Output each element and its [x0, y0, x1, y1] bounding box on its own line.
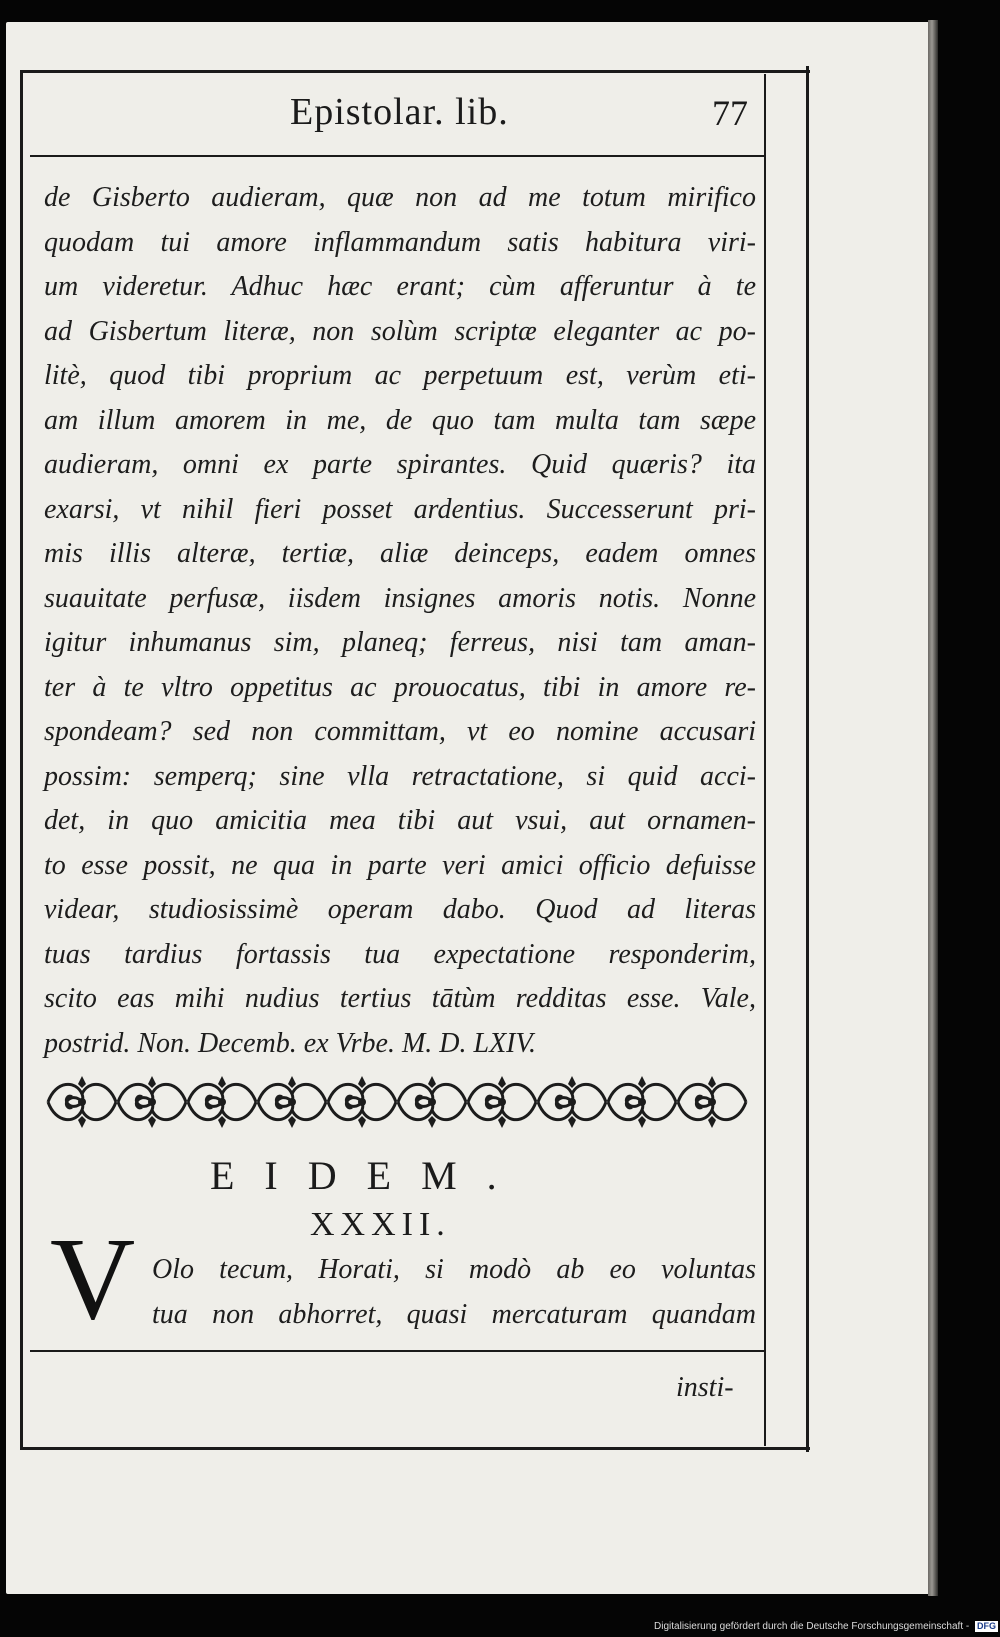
- credit-text: Digitalisierung gefördert durch die Deutsche Forschungsgemeinschaft -: [654, 1621, 970, 1632]
- text-line: Olo tecum, Horati, si modò ab eo voluntas: [152, 1254, 756, 1285]
- text-line: exarsi, vt nihil fieri posset ardentius. Successerunt pri-: [44, 493, 756, 525]
- fleuron-ornament-band: [46, 1070, 760, 1134]
- text-line: um videretur. Adhuc hæc erant; cùm afferuntur à te: [44, 271, 756, 302]
- text-line: suauitate perfusæ, iisdem insignes amoris notis. Nonne: [44, 582, 756, 614]
- letter-body: [44, 176, 756, 1066]
- running-title: Epistolar. lib.: [290, 91, 509, 133]
- text-line: mis illis alteræ, tertiæ, aliæ deinceps, eadem omnes: [44, 538, 756, 569]
- text-line: tuas tardius fortassis tua expectatione responderim,: [44, 938, 756, 970]
- frame-top-rule: [20, 70, 810, 73]
- text-line-date: postrid. Non. Decemb. ex Vrbe. M. D. LXIV.: [44, 1027, 536, 1059]
- letter-opening: [152, 1248, 756, 1337]
- text-line: audieram, omni ex parte spirantes. Quid quæris? ita: [44, 449, 756, 480]
- text-line: quodam tui amore inflammandum satis habitura viri-: [44, 226, 756, 258]
- catchword: insti-: [676, 1372, 734, 1403]
- page-edge: [928, 20, 938, 1596]
- text-line: de Gisberto audieram, quæ non ad me totum mirifico: [44, 182, 756, 213]
- page-number: 77: [712, 93, 748, 133]
- text-line: ter à te vltro oppetitus ac prouocatus, tibi in amore re-: [44, 671, 756, 703]
- text-line: litè, quod tibi proprium ac perpetuum est, verùm eti-: [44, 360, 756, 391]
- dfg-logo: DFG: [977, 1621, 996, 1631]
- letter-heading: EIDEM.: [210, 1153, 527, 1198]
- frame-right-rule: [806, 66, 809, 1452]
- text-line: ad Gisbertum literæ, non solùm scriptæ eleganter ac po-: [44, 315, 756, 347]
- text-line: igitur inhumanus sim, planeq; ferreus, nisi tam aman-: [44, 627, 756, 658]
- header-rule: [30, 155, 764, 157]
- text-line: spondeam? sed non committam, vt eo nomine accusari: [44, 716, 756, 747]
- text-line: scito eas mihi nudius tertius tātùm redditas esse. Vale,: [44, 983, 756, 1014]
- text-line: to esse possit, ne qua in parte veri amici officio defuisse: [44, 849, 756, 881]
- text-line: tua non abhorret, quasi mercaturam quandam: [152, 1298, 756, 1330]
- letter-number: XXXII.: [310, 1206, 451, 1243]
- text-line: det, in quo amicitia mea tibi aut vsui, aut ornamen-: [44, 805, 756, 836]
- text-line: videar, studiosissimè operam dabo. Quod ad literas: [44, 894, 756, 925]
- digitization-credit: [590, 1621, 998, 1632]
- frame-inner-right-rule: [764, 74, 766, 1446]
- text-line: possim: semperq; sine vlla retractatione, si quid acci-: [44, 760, 756, 792]
- text-line: am illum amorem in me, de quo tam multa tam sæpe: [44, 404, 756, 436]
- footer-rule: [30, 1350, 764, 1352]
- drop-cap-initial: V: [50, 1213, 136, 1344]
